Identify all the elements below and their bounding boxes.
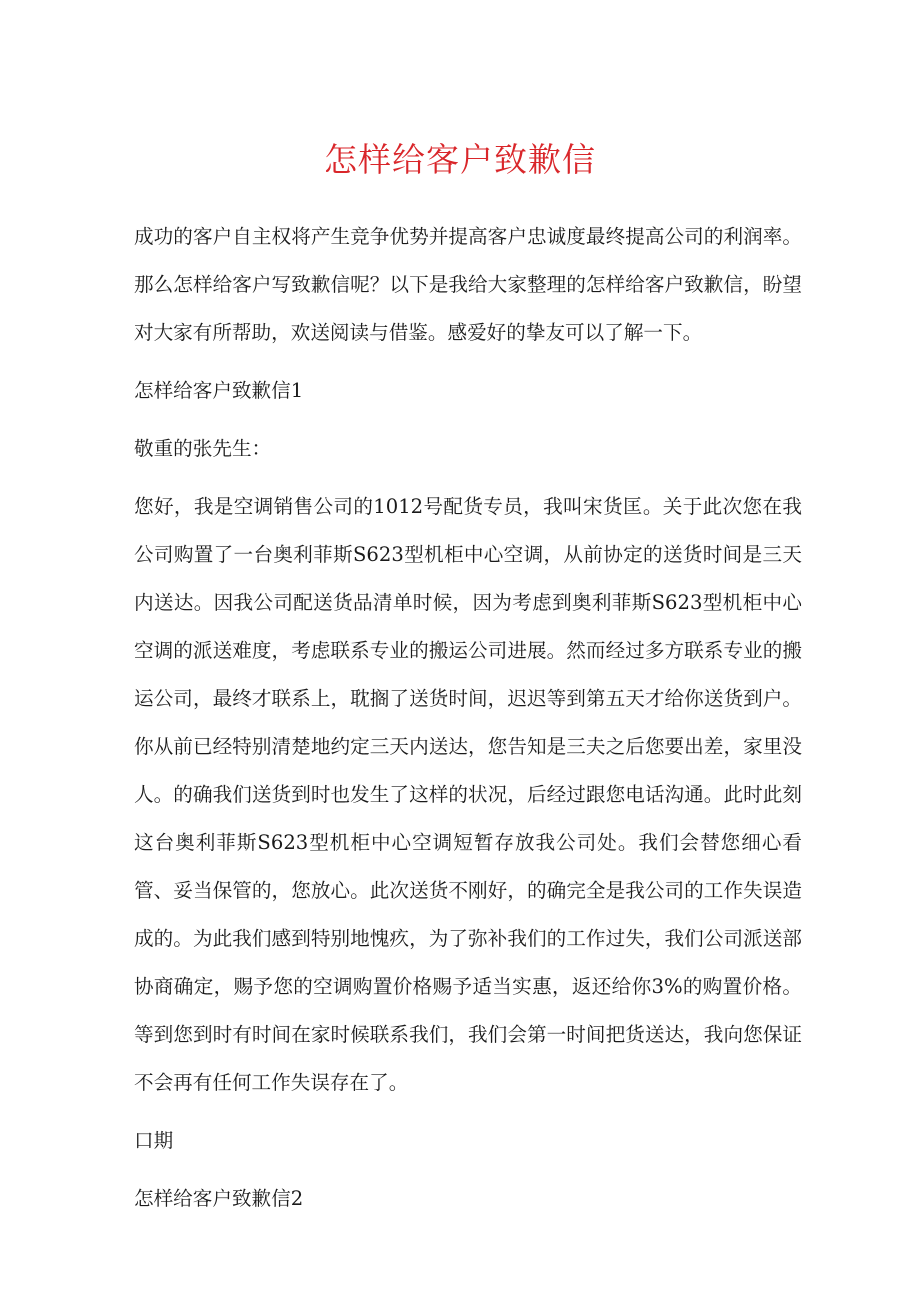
document-title: 怎样给客户致歉信 — [324, 140, 596, 179]
date-line: 口期 — [134, 1129, 174, 1152]
document-body — [134, 213, 802, 1233]
section-heading-2: 怎样给客户致歉信2 — [134, 1187, 304, 1210]
section-heading-1: 怎样给客户致歉信1 — [134, 379, 304, 402]
letter-body-paragraph: 您好，我是空调销售公司的1012号配货专员，我叫宋货匡。关于此次您在我公司购置了一台奥利菲斯S623型机柜中心空调，从前协定的送货时间是三天内送达。因我公司配送货品清单时候，因为考虑到奥利菲斯S623型机柜中心空调的派送难度，考虑联系专业的搬运公司进展。然而经过多方联系专业的搬运公司，最终才联系上，耽搁了送货时间，迟迟等到第五天才给你送货到户。你从前已经特别清楚地约定三天内送达，您告知是三夫之后您要出差，家里没人。的确我们送货到时也发生了这样的状况，后经过跟您电话沟通。此时此刻这台奥利菲斯S623型机柜中心空调短暂存放我公司处。我们会替您细心看管、妥当保管的，您放心。此次送货不刚好，的确完全是我公司的工作失误造成的。为此我们感到特别地愧疚，为了弥补我们的工作过失，我们公司派送部协商确定，赐予您的空调购置价格赐予适当实惠，返还给你3%的购置价格。等到您到时有时间在家时候联系我们，我们会第一时间把货送达，我向您保证不会再有任何工作失误存在了。 — [134, 495, 802, 1094]
intro-paragraph: 成功的客户自主权将产生竞争优势并提高客户忠诚度最终提高公司的利润率。那么怎样给客户写致歉信呢？以下是我给大家整理的怎样给客户致歉信，盼望对大家有所帮助，欢送阅读与借鉴。感爱好的挚友可以了解一下。 — [134, 225, 802, 344]
salutation: 敬重的张先生： — [134, 437, 272, 460]
